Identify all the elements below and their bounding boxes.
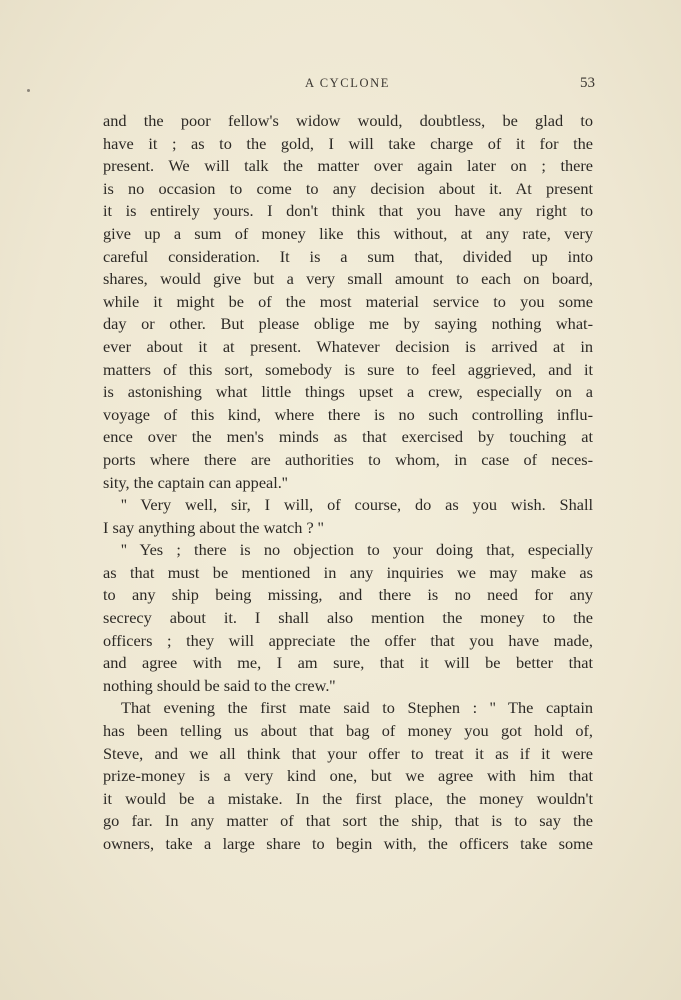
paragraph-start-line: '' Very well, sir, I will, of course, do as you wish. Shall <box>121 495 593 515</box>
text-line: owners, take a large share to begin with, the officers take some <box>103 834 593 853</box>
text-line: and agree with me, I am sure, that it will be better that <box>103 653 593 673</box>
text-line: as that must be mentioned in any inquiries we may make as <box>103 562 593 582</box>
text-line: voyage of this kind, where there is no such controlling influ- <box>103 404 593 424</box>
paper-speck <box>27 89 30 92</box>
paragraph-start-line: That evening the first mate said to Stephen : '' The captain <box>121 698 593 718</box>
text-line: it would be a mistake. In the first place, the money wouldn't <box>103 788 593 808</box>
text-line: is astonishing what little things upset a crew, especially on a <box>103 382 593 402</box>
body-text <box>103 110 593 856</box>
text-line: shares, would give but a very small amount to each on board, <box>103 269 593 289</box>
text-line: and the poor fellow's widow would, doubtless, be glad to <box>103 111 593 130</box>
paragraph-start-line: '' Yes ; there is no objection to your doing that, especially <box>121 540 593 560</box>
page-number: 53 <box>580 75 595 91</box>
text-line: ports where there are authorities to whom, in case of neces- <box>103 449 593 469</box>
text-line: is no occasion to come to any decision about it. At present <box>103 178 593 198</box>
paragraph-end-line: nothing should be said to the crew.'' <box>103 675 336 695</box>
text-line: secrecy about it. I shall also mention the money to the <box>103 608 593 628</box>
text-line: has been telling us about that bag of money you got hold of, <box>103 721 593 741</box>
text-line: ence over the men's minds as that exercised by touching at <box>103 427 593 447</box>
paragraph-end-line: sity, the captain can appeal.'' <box>103 472 288 492</box>
text-line: have it ; as to the gold, I will take charge of it for the <box>103 133 593 153</box>
text-line: go far. In any matter of that sort the ship, that is to say the <box>103 811 593 831</box>
text-line: day or other. But please oblige me by saying nothing what- <box>103 314 593 334</box>
text-line: give up a sum of money like this without, at any rate, very <box>103 223 593 243</box>
page-header <box>100 76 595 96</box>
text-line: matters of this sort, somebody is sure to feel aggrieved, and it <box>103 359 593 379</box>
text-line: while it might be of the most material service to you some <box>103 291 593 311</box>
text-line: officers ; they will appreciate the offer that you have made, <box>103 630 593 650</box>
text-line: it is entirely yours. I don't think that you have any right to <box>103 201 593 221</box>
paragraph-end-line: I say anything about the watch ? '' <box>103 517 324 537</box>
text-line: to any ship being missing, and there is no need for any <box>103 585 593 605</box>
text-line: prize-money is a very kind one, but we agree with him that <box>103 766 593 786</box>
text-line: present. We will talk the matter over again later on ; there <box>103 156 593 176</box>
running-head: A CYCLONE <box>305 76 390 90</box>
text-line: ever about it at present. Whatever decision is arrived at in <box>103 336 593 356</box>
text-line: careful consideration. It is a sum that, divided up into <box>103 246 593 266</box>
text-line: Steve, and we all think that your offer to treat it as if it were <box>103 743 593 763</box>
